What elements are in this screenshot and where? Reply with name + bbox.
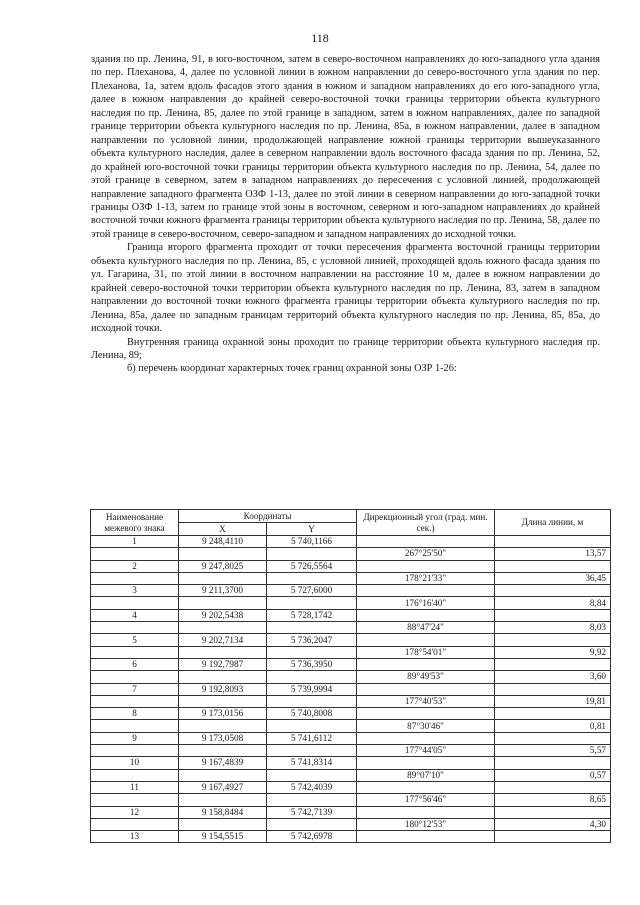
point-row bbox=[91, 536, 611, 548]
empty-cell bbox=[267, 671, 357, 683]
empty-cell bbox=[91, 745, 179, 757]
point-number: 2 bbox=[91, 560, 179, 572]
line-length: 8,03 bbox=[495, 622, 611, 634]
page-number: 118 bbox=[311, 31, 329, 45]
paragraph: Граница второго фрагмента проходит от точки пересечения фрагмента восточной границы территории объекта культурного наследия по пр. Ленина, 85, с условной линией, проходящей вдоль южного фасада здания по ул. Гагарина, 31, по этой линии в восточном направлении на расстояние 10 м, далее в южном направлении до крайней северо-восточной точки территории объекта культурного наследия по пр. Ленина, 83, затем в западном направлении до восточной точки южного фрагмента границы территории объекта культурного наследия по пр. Ленина, 85а, далее по западным границам территорий объекта культурного наследия по пр. Ленина, 85, 85а, до исходной точки. bbox=[91, 242, 600, 335]
empty-cell bbox=[357, 634, 495, 646]
point-row bbox=[91, 634, 611, 646]
empty-cell bbox=[91, 671, 179, 683]
direction-angle: 177°44'05" bbox=[357, 745, 495, 757]
point-y: 5 739,9994 bbox=[267, 683, 357, 695]
segment-row bbox=[91, 646, 611, 658]
empty-cell bbox=[357, 708, 495, 720]
paragraph: здания по пр. Ленина, 91, в юго-восточном, затем в северо-восточном направлениях до юго-западного угла здания по пер. Плеханова, 4, далее по условной линии в южном направлении до северо-восточного угла здания по пер. Плеханова, 1а, затем вдоль фасадов этого здания в южном и западном направлениях до его юго-западного угла, далее в южном направлении до крайней северо-восточной точки границы территории объекта культурного наследия по пр. Ленина, 85, далее по этой границе в западном, затем в южном направлениях, далее по западной границе территории объекта культурного наследия по пр. Ленина, 85а, в южном направлении, далее в западном направлении по условной линии, продолжающей направление южной границы территории вышеуказанного объекта культурного наследия, далее в северном направлении вдоль восточного фасада здания по пр. Ленина, 52, до крайней юго-восточной точки границы территории объекта культурного наследия по пр. Ленина, 54, далее по этой границе в северном, затем в западном направлениях до пересечения с условной линией, продолжающей направление западного фрагмента ОЗФ 1-13, далее по этой линии в северном направлении до юго-западной точки границы ОЗФ 1-13, затем по границе этой зоны в восточном, северном и юго-западном направлениях до крайней восточной точки южного фрагмента границы территории объекта культурного наследия по пр. Ленина, 58, далее по этой границе в северо-восточном, северо-западном и западном направлениях до исходной точки. bbox=[91, 54, 600, 240]
segment-row bbox=[91, 745, 611, 757]
point-row bbox=[91, 658, 611, 670]
segment-row bbox=[91, 622, 611, 634]
empty-cell bbox=[179, 597, 267, 609]
header-y: Y bbox=[267, 523, 357, 536]
point-number: 8 bbox=[91, 708, 179, 720]
direction-angle: 180°12'53" bbox=[357, 818, 495, 830]
point-row bbox=[91, 757, 611, 769]
point-x: 9 173,0156 bbox=[179, 708, 267, 720]
point-x: 9 202,7134 bbox=[179, 634, 267, 646]
empty-cell bbox=[91, 572, 179, 584]
empty-cell bbox=[267, 720, 357, 732]
point-row bbox=[91, 609, 611, 621]
empty-cell bbox=[495, 634, 611, 646]
point-x: 9 167,4839 bbox=[179, 757, 267, 769]
empty-cell bbox=[179, 794, 267, 806]
paragraph: б) перечень координат характерных точек границ охранной зоны ОЗР 1-26: bbox=[127, 363, 457, 375]
line-length: 5,57 bbox=[495, 745, 611, 757]
empty-cell bbox=[267, 622, 357, 634]
empty-cell bbox=[267, 794, 357, 806]
empty-cell bbox=[179, 646, 267, 658]
empty-cell bbox=[495, 536, 611, 548]
empty-cell bbox=[91, 548, 179, 560]
line-length: 9,92 bbox=[495, 646, 611, 658]
empty-cell bbox=[357, 658, 495, 670]
header-direction-angle: Дирекционный угол (град. мин. сек.) bbox=[357, 510, 495, 536]
point-number: 1 bbox=[91, 536, 179, 548]
empty-cell bbox=[179, 548, 267, 560]
point-row bbox=[91, 732, 611, 744]
coordinates-table bbox=[90, 509, 611, 843]
header-coordinates: Координаты bbox=[179, 510, 357, 523]
direction-angle: 87°30'46" bbox=[357, 720, 495, 732]
point-row bbox=[91, 831, 611, 843]
empty-cell bbox=[179, 671, 267, 683]
direction-angle: 177°56'46" bbox=[357, 794, 495, 806]
empty-cell bbox=[91, 622, 179, 634]
empty-cell bbox=[267, 745, 357, 757]
empty-cell bbox=[357, 831, 495, 843]
segment-row bbox=[91, 720, 611, 732]
direction-angle: 89°49'53" bbox=[357, 671, 495, 683]
point-y: 5 728,1742 bbox=[267, 609, 357, 621]
point-number: 4 bbox=[91, 609, 179, 621]
point-row bbox=[91, 806, 611, 818]
point-number: 9 bbox=[91, 732, 179, 744]
point-x: 9 192,7987 bbox=[179, 658, 267, 670]
empty-cell bbox=[495, 806, 611, 818]
line-length: 3,60 bbox=[495, 671, 611, 683]
line-length: 19,81 bbox=[495, 695, 611, 707]
empty-cell bbox=[179, 622, 267, 634]
paragraph: Внутренняя граница охранной зоны проходит по границе территории объекта культурного наследия пр. Ленина, 89; bbox=[91, 336, 600, 361]
empty-cell bbox=[495, 757, 611, 769]
segment-row bbox=[91, 548, 611, 560]
header-boundary-mark: Наименование межевого знака bbox=[91, 510, 179, 536]
segment-row bbox=[91, 769, 611, 781]
point-y: 5 740,1166 bbox=[267, 536, 357, 548]
point-x: 9 192,8093 bbox=[179, 683, 267, 695]
empty-cell bbox=[91, 794, 179, 806]
point-row bbox=[91, 560, 611, 572]
line-length: 4,30 bbox=[495, 818, 611, 830]
empty-cell bbox=[179, 572, 267, 584]
empty-cell bbox=[357, 732, 495, 744]
point-x: 9 154,5515 bbox=[179, 831, 267, 843]
point-number: 11 bbox=[91, 781, 179, 793]
empty-cell bbox=[357, 536, 495, 548]
empty-cell bbox=[495, 732, 611, 744]
point-x: 9 167,4927 bbox=[179, 781, 267, 793]
point-row bbox=[91, 683, 611, 695]
line-length: 8,65 bbox=[495, 794, 611, 806]
header-line-length: Длина линии, м bbox=[495, 510, 611, 536]
empty-cell bbox=[495, 683, 611, 695]
empty-cell bbox=[91, 818, 179, 830]
empty-cell bbox=[495, 585, 611, 597]
point-x: 9 202,5438 bbox=[179, 609, 267, 621]
point-y: 5 742,4039 bbox=[267, 781, 357, 793]
empty-cell bbox=[267, 646, 357, 658]
point-x: 9 173,0508 bbox=[179, 732, 267, 744]
empty-cell bbox=[267, 818, 357, 830]
empty-cell bbox=[91, 695, 179, 707]
line-length: 13,57 bbox=[495, 548, 611, 560]
line-length: 8,84 bbox=[495, 597, 611, 609]
empty-cell bbox=[267, 572, 357, 584]
segment-row bbox=[91, 572, 611, 584]
point-number: 12 bbox=[91, 806, 179, 818]
point-y: 5 740,8008 bbox=[267, 708, 357, 720]
direction-angle: 177°40'53" bbox=[357, 695, 495, 707]
point-y: 5 736,2047 bbox=[267, 634, 357, 646]
point-x: 9 158,8484 bbox=[179, 806, 267, 818]
segment-row bbox=[91, 818, 611, 830]
body-text bbox=[91, 53, 600, 376]
point-y: 5 726,5564 bbox=[267, 560, 357, 572]
segment-row bbox=[91, 695, 611, 707]
point-row bbox=[91, 708, 611, 720]
empty-cell bbox=[179, 769, 267, 781]
empty-cell bbox=[267, 769, 357, 781]
point-y: 5 727,6000 bbox=[267, 585, 357, 597]
direction-angle: 267°25'50" bbox=[357, 548, 495, 560]
direction-angle: 88°47'24" bbox=[357, 622, 495, 634]
point-row bbox=[91, 585, 611, 597]
point-x: 9 247,8025 bbox=[179, 560, 267, 572]
empty-cell bbox=[179, 818, 267, 830]
line-length: 0,81 bbox=[495, 720, 611, 732]
point-y: 5 736,3950 bbox=[267, 658, 357, 670]
segment-row bbox=[91, 597, 611, 609]
empty-cell bbox=[357, 609, 495, 621]
empty-cell bbox=[495, 658, 611, 670]
empty-cell bbox=[495, 781, 611, 793]
point-y: 5 742,6978 bbox=[267, 831, 357, 843]
table-body bbox=[91, 536, 611, 843]
empty-cell bbox=[267, 548, 357, 560]
empty-cell bbox=[267, 695, 357, 707]
empty-cell bbox=[179, 695, 267, 707]
empty-cell bbox=[91, 597, 179, 609]
point-number: 13 bbox=[91, 831, 179, 843]
empty-cell bbox=[91, 769, 179, 781]
direction-angle: 176°16'40" bbox=[357, 597, 495, 609]
empty-cell bbox=[495, 560, 611, 572]
line-length: 36,45 bbox=[495, 572, 611, 584]
point-y: 5 741,8314 bbox=[267, 757, 357, 769]
empty-cell bbox=[357, 806, 495, 818]
empty-cell bbox=[357, 781, 495, 793]
header-x: X bbox=[179, 523, 267, 536]
segment-row bbox=[91, 794, 611, 806]
direction-angle: 178°54'01" bbox=[357, 646, 495, 658]
point-y: 5 742,7139 bbox=[267, 806, 357, 818]
empty-cell bbox=[91, 646, 179, 658]
point-x: 9 211,3700 bbox=[179, 585, 267, 597]
point-row bbox=[91, 781, 611, 793]
empty-cell bbox=[91, 720, 179, 732]
point-x: 9 248,4110 bbox=[179, 536, 267, 548]
empty-cell bbox=[179, 745, 267, 757]
empty-cell bbox=[179, 720, 267, 732]
point-number: 6 bbox=[91, 658, 179, 670]
point-number: 5 bbox=[91, 634, 179, 646]
direction-angle: 89°07'10" bbox=[357, 769, 495, 781]
empty-cell bbox=[357, 683, 495, 695]
empty-cell bbox=[357, 585, 495, 597]
segment-row bbox=[91, 671, 611, 683]
empty-cell bbox=[495, 831, 611, 843]
direction-angle: 178°21'33" bbox=[357, 572, 495, 584]
empty-cell bbox=[267, 597, 357, 609]
point-number: 7 bbox=[91, 683, 179, 695]
point-y: 5 741,6112 bbox=[267, 732, 357, 744]
empty-cell bbox=[357, 757, 495, 769]
empty-cell bbox=[495, 708, 611, 720]
empty-cell bbox=[495, 609, 611, 621]
point-number: 10 bbox=[91, 757, 179, 769]
empty-cell bbox=[357, 560, 495, 572]
point-number: 3 bbox=[91, 585, 179, 597]
line-length: 0,57 bbox=[495, 769, 611, 781]
